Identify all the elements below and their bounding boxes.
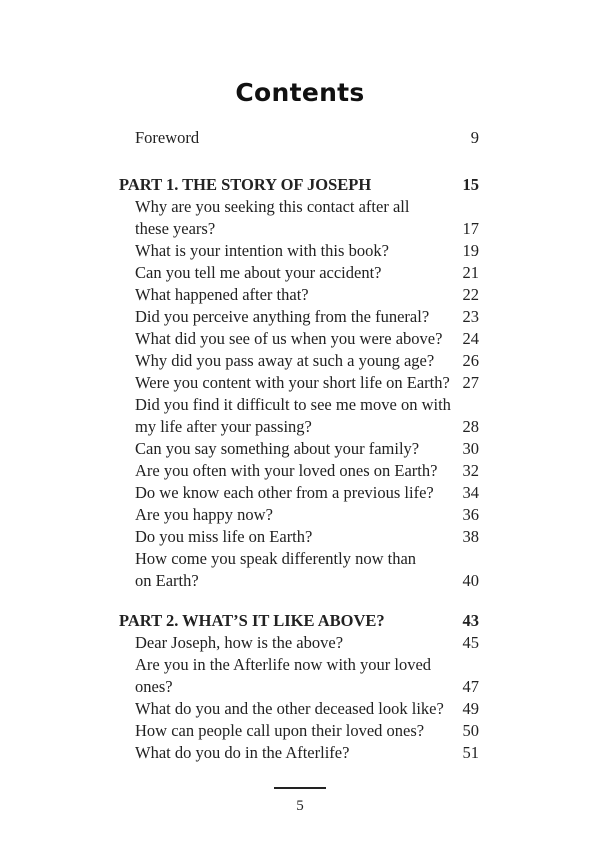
toc-entry (0, 218, 600, 240)
toc-entry-page: 50 (462, 721, 479, 740)
toc-entry-title: ones? (135, 677, 173, 696)
toc-entry (0, 306, 600, 328)
toc-entry (0, 698, 600, 720)
footer-rule (274, 787, 326, 789)
toc-entry-title: Can you tell me about your accident? (135, 263, 382, 282)
toc-entry (0, 676, 600, 698)
toc-entry-title: What do you do in the Afterlife? (135, 743, 350, 762)
toc-entry (0, 127, 600, 149)
toc-entry-page: 36 (462, 505, 479, 524)
toc-entry-page: 15 (462, 175, 479, 194)
toc-entry-title: Are you in the Afterlife now with your loved (135, 655, 432, 674)
toc-entry-title: What is your intention with this book? (135, 241, 389, 260)
toc-entry-title: What do you and the other deceased look like? (135, 699, 444, 718)
toc-entry-page: 27 (462, 373, 479, 392)
toc-entry (0, 570, 600, 592)
toc-entry-title: What did you see of us when you were above? (135, 329, 443, 348)
toc-entry-title: Did you find it difficult to see me move on with (135, 395, 451, 414)
toc-entry-title: How can people call upon their loved ones? (135, 721, 425, 740)
toc-entry-title: Do we know each other from a previous life? (135, 483, 434, 502)
toc-entry-title: my life after your passing? (135, 417, 312, 436)
toc-entry-page: 9 (470, 128, 479, 147)
toc-entry-title: Are you happy now? (135, 505, 273, 524)
toc-entry-page: 17 (462, 219, 479, 238)
toc-entry (0, 742, 600, 764)
toc-entry (0, 504, 600, 526)
toc-entry-title: PART 1. THE STORY OF JOSEPH (119, 175, 372, 194)
toc-entry-page: 19 (462, 241, 479, 260)
toc-entry (0, 438, 600, 460)
toc-entry (0, 240, 600, 262)
toc-entry-page: 26 (462, 351, 479, 370)
toc-entry (0, 720, 600, 742)
toc-entry (0, 526, 600, 548)
toc-entry-page: 51 (462, 743, 479, 762)
toc-entry-page: 23 (462, 307, 479, 326)
toc-entry-title: Are you often with your loved ones on Earth? (135, 461, 438, 480)
toc-entry-title: Why did you pass away at such a young age? (135, 351, 435, 370)
toc-entry-title: Do you miss life on Earth? (135, 527, 313, 546)
toc-entry (0, 548, 600, 570)
toc-entry-page: 28 (462, 417, 479, 436)
toc-entry (0, 350, 600, 372)
toc-entry-page: 45 (462, 633, 479, 652)
toc-entry (0, 372, 600, 394)
toc-entry (0, 284, 600, 306)
toc-entry-page: 34 (462, 483, 479, 502)
toc-entry-page: 49 (462, 699, 479, 718)
toc-entry-page: 24 (462, 329, 479, 348)
page-title: Contents (235, 78, 365, 107)
toc-entry-title: Why are you seeking this contact after all (135, 197, 410, 216)
toc-entry (0, 460, 600, 482)
toc-entry-page: 43 (462, 611, 479, 630)
toc-part-heading (0, 174, 600, 196)
toc-entry-title: Were you content with your short life on Earth? (135, 373, 450, 392)
toc-entry (0, 196, 600, 218)
toc-entry (0, 416, 600, 438)
toc-entry-title: these years? (135, 219, 216, 238)
toc-entry-title: on Earth? (135, 571, 199, 590)
toc-entry-page: 38 (462, 527, 479, 546)
toc-entry (0, 632, 600, 654)
toc-entry-title: Foreword (135, 128, 200, 147)
toc-entry-title: Can you say something about your family? (135, 439, 420, 458)
toc-entry (0, 482, 600, 504)
toc-part-heading (0, 610, 600, 632)
toc-entry-page: 30 (462, 439, 479, 458)
toc-entry-page: 40 (462, 571, 479, 590)
toc-entry-page: 22 (462, 285, 479, 304)
toc-entry (0, 654, 600, 676)
toc-entry-page: 21 (462, 263, 479, 282)
toc-entry (0, 262, 600, 284)
toc-entry (0, 328, 600, 350)
page-number: 5 (296, 798, 304, 814)
toc-entry-page: 47 (462, 677, 479, 696)
toc-entry-title: How come you speak differently now than (135, 549, 417, 568)
toc-entry-title: PART 2. WHAT’S IT LIKE ABOVE? (119, 611, 385, 630)
toc-entry-title: Did you perceive anything from the funeral? (135, 307, 430, 326)
toc-entry (0, 394, 600, 416)
toc-entry-title: Dear Joseph, how is the above? (135, 633, 344, 652)
toc-entry-title: What happened after that? (135, 285, 309, 304)
toc-entry-page: 32 (462, 461, 479, 480)
